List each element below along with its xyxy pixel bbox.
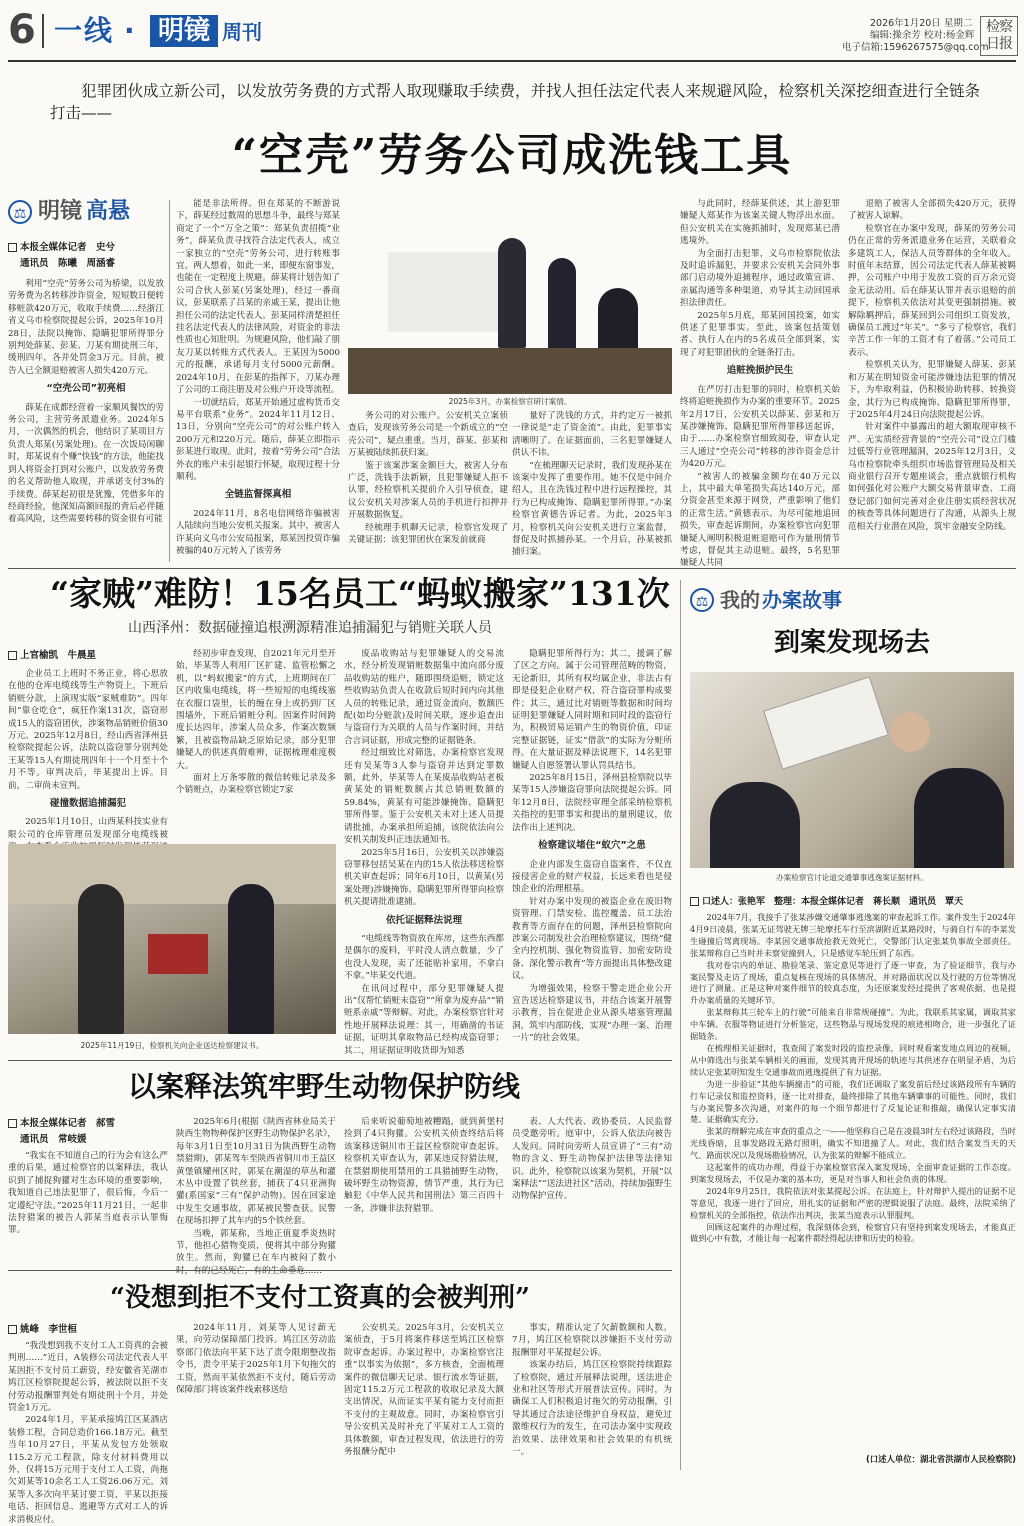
lead-paragraph: 薛某在成都经营着一家顺风餐饮的劳务公司，主营劳务派遣业务。2024年5月，一次偶然的机会，他结识了某项目方负责人郑某(另案处理)。在一次饭局闲聊时，郑某说有个赚“快钱”的方法，他能找到人将资金打到对公账户，以发放劳务费的名义帮助他人取现，并承诺支付3%的手续费。薛某起初很是犹豫，凭借多年的经商经验，他深知高额回报的背后必伴随着高风险，这些需要转移的资金很有可能 <box>8 402 164 525</box>
story5-paragraph: “我没想到我不支付工人工资真的会被判刑……”近日，A装修公司法定代表人平某因拒不支付员工薪资，经安徽省芜湖市鸠江区检察院提起公诉，被法院以拒不支付劳动报酬罪判处有期徒刑十个月，并处罚金1万元。 <box>8 1341 168 1414</box>
story5-paragraph: 公安机关。2025年3月，公安机关立案侦查，于5月将案件移送至鸠江区检察院审查起诉。办案过程中，办案检察官注重“以事实为依据”，多方核查，全面梳理案件的微信聊天记录、银行流水等证据，固定115.2万元工程款的收取记录及大额支出情况，从而证实平某有能力支付而拒不支付的主观故意。同时，办案检察官引导公安机关及时补充了平某对工人工资的具体数额，审查过程发现，依法进行的劳务报酬分配中 <box>344 1323 504 1458</box>
person-silhouette <box>78 884 124 1034</box>
lead-paragraph: 退赔了被害人全部损失420万元，获得了被害人谅解。 <box>848 199 1016 222</box>
story5-byline <box>8 1322 168 1338</box>
story4-paragraph: 表、人大代表、政协委员、人民监督员受邀旁听。庭审中，公诉人依法向被告人发问。同时向旁听人员宣讲了“三有”动物的含义、野生动物保护法律等法律知识。此外，检察院以该案为契机，开展“以案释法”“送法进社区”活动，持续加强野生动物保护宣传。 <box>512 1117 672 1202</box>
story4-paragraph: 当晚，郭某称，当地正值夏季炎热时节，他担心猎物变质，便将其中部分狗獾放生。然而，狗獾已在车内被闷了数小 <box>176 1228 336 1264</box>
scale-icon: ⚖ <box>8 200 32 224</box>
section-rule <box>8 1060 672 1061</box>
story2-column-3 <box>344 648 504 1056</box>
story3-paragraph: 这起案件的成功办理，得益于办案检察官深入案发现场、全面审查证据的工作态度。到案发现场去，不仅是办案的基本功，更是对当事人和社会负责的体现。 <box>690 1162 1016 1184</box>
masthead-date: 2026年1月20日 星期二 <box>870 18 973 29</box>
story5-column-3 <box>344 1322 504 1468</box>
story2-byline <box>8 648 168 664</box>
story2-byline-text: 上官榆凯 牛晨星 <box>20 650 97 661</box>
lead-paragraph: 检察机关认为，犯罪嫌疑人薛某、彭某和万某在明知资金可能涉嫌违法犯罪的情况下，为牟取利益，仍积极协助转移、转换资金，其行为已构成掩饰、隐瞒犯罪所得罪，于2025年4月24日向法院提起公诉。 <box>848 360 1016 420</box>
masthead-title-a: 一线 <box>54 14 115 47</box>
ruler-evidence <box>763 676 889 770</box>
story2-paragraph: 企业员工上班时不务正业，将心思放在他的仓库电缆线等生产物资上，下班后销赃分款，上演现实版“家贼难防”。四年间“靠仓吃仓”，疯狂作案131次，盗窃形成15人的盗窃团伙，涉案物品销赃价值30万元。2025年12月8日，经山西省泽州县检察院提起公诉，法院以盗窃罪分别判处王某等15人有期徒刑四年十一个月至十个月不等。审判决后，毕某提出上诉。目前，二审尚未宣判。 <box>8 669 168 791</box>
story2-photo-caption: 2025年11月19日，检察机关向企业送达检察建议书。 <box>80 1041 264 1050</box>
story2-headline: “家贼”难防！15名员工“蚂蚁搬家”131次 <box>50 574 670 613</box>
lead-paragraph: 经梳理手机聊天记录，检察官发现了关键证据：该犯罪团伙在案发前就商 <box>348 522 508 546</box>
lead-paragraph: 一切就结后，郑某开始通过虚构货币交易平台联系“业务”。2024年11月12日、13日，分别向“空壳公司”的对公账户转入200万元和220万元。随后，薛某立即指示彭某进行取现。此时，按着“劳务公司”合法外衣的账户未引起银行怀疑，取现过程十分顺利。 <box>176 397 340 482</box>
masthead-title-b: 明镜 <box>150 15 218 47</box>
masthead-email: 电子信箱:1596267575@qq.com <box>842 42 989 53</box>
masthead <box>0 0 1024 64</box>
column-label-mingjing <box>8 198 163 228</box>
story3-headline: 到案发现场去 <box>773 628 930 658</box>
column-label-b: 高悬 <box>86 199 131 224</box>
column-label-b: 办案故事 <box>762 588 842 612</box>
story4-byline-correspondent: 通讯员 常岐媛 <box>20 1134 87 1145</box>
page-number: 6 <box>8 7 36 53</box>
masthead-title-c: 周刊 <box>222 20 262 44</box>
lead-paragraph: 利用“空壳”劳务公司为桥梁，以发放劳务费为名转移涉诈资金，短短数日便转移赃款420万元，收取手续费……经浙江省义乌市检察院提起公诉，2025年10月28日，法院以掩饰、隐瞒犯罪所得罪分别判处薛某、彭某、刀某有期徒刑三年，缓刑四年，各并处罚金3万元。目前，被告人已全额退赔被害人损失420万元。 <box>8 279 164 376</box>
story2-paragraph: 经过细致比对筛选，办案检察官发现还有吴某等3人参与盗窃并达到定罪数额，此外，毕某等人在某废品收购站老板黄某处的销赃数额占其总销赃数额的59.84%，黄某有可能涉嫌掩饰、隐瞒犯罪所得罪。鉴于公安机关未对上述人员提请批捕，办案承担所追捕，该院依法向公安机关制发纠正违法通知书。 <box>344 748 504 846</box>
story4-column-1 <box>8 1150 168 1262</box>
lead-subheading: “空壳公司”初亮相 <box>46 383 126 395</box>
story3-paragraph: 为进一步验证“其他车辆撞击”的可能，我们还调取了案发前后经过该路段所有车辆的行车记录仪和监控资料，逐一比对排查，最终排除了其他车辆肇事的可能性。同时，我们与办案民警多次沟通，对案件的每一个细节都进行了反复论证和推敲，确保认定事实清楚、证据确实充分。 <box>690 1078 1016 1125</box>
story3-body <box>690 912 1016 1442</box>
story3-photo <box>690 672 1014 868</box>
column-label-case-story <box>690 584 910 618</box>
table <box>348 348 672 394</box>
person-silhouette <box>914 768 1004 868</box>
story3-byline <box>690 894 1016 910</box>
story3-footer: (口述人单位：湖北省洪湖市人民检察院) <box>865 1454 1016 1464</box>
story5-headline: “没想到拒不支付工资真的会被判刑” <box>110 1283 530 1313</box>
lead-column-3 <box>348 410 508 562</box>
lead-byline-reporter: 本报全媒体记者 史兮 <box>20 242 116 253</box>
column-label-a: 我的 <box>720 588 760 612</box>
lead-photo-caption: 2025年3月，办案检察官研讨案情。 <box>448 397 572 406</box>
lead-paragraph: 能是非法所得。但在郑某的不断游说下，薛某经过数周的思想斗争，最终与郑某商定了一个“万全之策”：郑某负责招揽“业务”，薛某负责寻找符合法定代表人，成立一家独立的“空壳”劳务公司，进行转账事宜。两人想着，如此一来，即便东窗事发，也能在一定程度上规避。薛某将计划告知了公司合伙人彭某(另案处理)，经过一番商议，彭某联系了吕某的亲戚王某，提出让他担任公司的法定代表人。彭某同样清楚担任挂名法定代表人的法律风险，对资金的非法性质也心知肚明。为规避风险，他们敲了朋友刀某以转账方式代表人。王某因为5000元的报酬，承诺每月支付5000元薪酬。2024年10月，在彭某的指挥下，刀某办理了公司的工商注册及对公账户开设等流程。 <box>176 199 340 396</box>
person-silhouette <box>548 258 576 358</box>
lead-photo <box>348 198 672 394</box>
section-rule <box>8 1270 672 1271</box>
newspaper-logo <box>980 16 1018 56</box>
lead-paragraph: 量好了洗钱的方式，并约定万一被抓一律说是“走了资金流”。由此，犯罪事实清晰明了。在证据面前，三名犯罪嫌疑人供认不讳。 <box>512 411 672 459</box>
story4-paragraph: “我实在不知道自己的行为会有这么严重的后果，通过检察官的以案释法，我认识到了捕捉狗獾对生态环境的重要影响，我知道自己违法犯罪了，很后悔，今后一定遵纪守法。”2025年11月21日，一起非法狩猎案的被告人郭某当庭表示认罪悔罪。 <box>8 1151 168 1236</box>
lead-column-6 <box>848 198 1016 562</box>
story5-column-2 <box>176 1322 336 1468</box>
lead-column-4 <box>512 410 672 562</box>
lead-subheading: 全链监督探真相 <box>224 489 292 501</box>
story3-paragraph: 在梳理相关证据时，我查阅了案发时段的监控录像，同时观看案发地点周边的视频，从中筛选出与张某车辆相关的画面，发现其离开现场的轨迹与其供述存在明显矛盾，为后续认定张某明知发生交通事故而逃逸提供了有力证据。 <box>690 1042 1016 1077</box>
story2-paragraph: 2025年5月16日，公安机关以涉嫌盗窃罪移包括吴某在内的15人依法移送检察机关审查起诉；同年6月10日，以黄某(另案处理)涉嫌掩饰、隐瞒犯罪所得罪向检察机关提请批准逮捕。 <box>344 847 504 908</box>
lead-headline: “空壳”劳务公司成洗钱工具 <box>231 130 793 181</box>
story5-paragraph: 2024年11月，刘某等人见讨薪无果，向劳动保障部门投诉。鸠江区劳动监察部门依法向平某下达了责令限期整改指令书，责令平某于2025年1月下旬拖欠的工资，然而平某依然拒不支付，随后劳动保障部门将该案件线索移送给 <box>176 1323 336 1396</box>
lead-paragraph: 检察官在办案中发现，薛某的劳务公司仍在正常的劳务派遣业务在运营，关联着众多建筑工人，保洁人员等群体的全年收入。时值年末结算，因公司法定代表人薛某被羁押，公司账户中用于发放工资的百万余元资金无法动用。后在薛某认罪并表示退赔的前提下，检察机关依法对其变更强制措施。被解除羁押后，薛某回到公司组织工资发放，确保员工渡过“年关”。“多亏了检察官，我们辛苦工作一年的工资才有了着落。”公司员工表示。 <box>848 223 1016 358</box>
story2-column-1 <box>8 668 168 838</box>
story3-paragraph: 回顾这起案件的办理过程，我深刻体会到，检察官只有坚持到案发现场去，才能真正做到心中有数，才能让每一起案件都经得起法律和历史的检验。 <box>690 1221 1016 1244</box>
story5-column-4 <box>512 1322 672 1468</box>
column-label-a: 明镜 <box>38 199 83 224</box>
story4-byline <box>8 1116 168 1148</box>
story2-paragraph: 废品收购站与犯罪嫌疑人的交易流水，经分析发现销赃数据集中流向部分废品收购站的账户，随即围绕追赃，锁定这些收购站负责人在收款后短时间内向其他人员的转账记录，通过资金流向，数额匹配(如均分赃款)及时间关联，逐步追查出与盗窃行为关联的人员与作案时间，并结合言词证据，形成完整的证据链条。 <box>344 649 504 746</box>
story4-column-2 <box>176 1116 336 1262</box>
section-rule <box>8 568 1016 569</box>
story2-paragraph: 针对办案中发现的被盗企业在废旧物资管理、门禁安检、监控覆盖、员工法治教育等方面存在的问题，泽州县检察院向涉案公司制发社会治理检察建议，围绕“健全内控机制、强化物资监管、加密安防设备、深化警示教育”等方面提出具体整改建议。 <box>512 896 672 982</box>
lead-deck: 犯罪团伙成立新公司，以发放劳务费的方式帮人取现赚取手续费，并找人担任法定代表人来规避风险，检察机关深挖细查进行全链条打击—— <box>50 82 981 122</box>
story2-photo <box>8 844 336 1034</box>
lead-paragraph: 与此同时，经薛某供述，其上游犯罪嫌疑人郑某作为该案关键人物浮出水面。但公安机关在实施抓捕时，发现郑某已潜逃境外。 <box>680 199 840 247</box>
story5-paragraph: 2024年1月，平某承接鸠江区某酒店装修工程，合同总造价166.18万元。截至当年10月27日，平某从发包方处领取115.2万元工程款，除支付材料费用以外，仅将15万元用于支付工人工资，尚拖欠刘某等10余名工人工资26.06万元。刘某等人多次向平某讨要工资，平某以拒接电话、拒回信息、逃避等方式对工人的诉求消极应付。 <box>8 1415 168 1525</box>
story2-paragraph: 2025年8月15日，泽州县检察院以毕某等15人涉嫌盗窃罪向法院提起公诉。同年12月8日，法院经审理全部采纳检察机关指控的犯罪事实和提出的量刑建议，依法作出上述判决。 <box>512 773 672 833</box>
logo-text: 检察日报 <box>986 19 1012 52</box>
wall-panel <box>8 844 336 904</box>
story4-paragraph: 后来听说葡萄地被糟蹋，就到黄堡村捡到了4只狗獾。公安机关侦查终结后将该案移送铜川市王益区检察院审查起诉。检察机关审查认为，郭某违反狩猎法规，在禁猎期使用禁用的工具猎捕野生动物，破坏野生动物资源，情节严重，其行为已触犯《中华人民共和国刑法》第三百四十一条，涉嫌非法狩猎罪。 <box>344 1117 504 1214</box>
lead-paragraph: “在梳理聊天记录时，我们发现孙某在该案中发挥了重要作用。她不仅是中间介绍人，且在洗钱过程中进行远程操控，其行为已构成掩饰、隐瞒犯罪所得罪。”办案检察官黄德告诉记者。为此，2025年3月，检察机关向公安机关进行立案监督，督促及时抓捕孙某。一个月后，孙某被抓捕归案。 <box>512 460 672 558</box>
masthead-title-dot: · <box>124 14 135 47</box>
masthead-rule <box>8 60 1016 62</box>
story2-subheading: 碰撞数据追捕漏犯 <box>49 798 126 810</box>
lead-subheading: 追赃挽损护民生 <box>726 365 794 377</box>
story2-paragraph: 经初步审查发现，自2021年元月至开始，毕某等人利用厂区扩建、监管松懈之机，以“蚂蚁搬家”的方式，上班期间在厂区内收集电缆线，将一些短短的电缆线塞在衣服口袋里，长的缠在身上或扔到厂区围墙外，下班后销赃分利。因案件时间跨度长达四年，涉案人员众多，作案次数频繁，且被盗物品缺乏原始记录，部分犯罪嫌疑人的供述真假难辨，证据梳理难度极大。 <box>176 649 336 771</box>
lead-paragraph: 务公司的对公账户。公安机关立案侦查后，发现该劳务公司是一个新成立的“空壳公司”，疑点重重。当月，薛某、彭某和万某被陆续抓获归案。 <box>348 411 508 459</box>
story3-paragraph: 张某辩称其三轮车上的行驶“可能来自非常规碰撞”。为此，我联系其家属，调取其家中车辆、衣服等物证进行分析鉴定，这些物品与现场发现的痕迹相吻合，进一步强化了证据链条。 <box>690 1007 1016 1042</box>
story4-paragraph: 2025年6月(根据《陕西省林业局关于陕西生物物种保护区野生动物保护名录》，每年3月1日至10月31日为陕西野生动物禁猎期)，郭某驾车至陕西省铜川市王益区黄堡镇耀州区时，郭某在潮湿的草丛和灌木丛中设置了铁丝套，捕获了4只亚洲狗獾(系国家“三有”保护动物)。因在回家途中发生交通事故，郭某被民警查获。民警在现场扣押了其车内的5个铁丝套。 <box>176 1117 336 1227</box>
story2-column-4 <box>512 648 672 1044</box>
scale-icon: ⚖ <box>690 588 714 612</box>
story4-headline: 以案释法筑牢野生动物保护防线 <box>128 1070 521 1103</box>
story2-subhead: 山西泽州：数据碰撞追根溯源精准追捕漏犯与销赃关联人员 <box>128 620 492 636</box>
story2-subheading: 检察建议堵住“蚁穴”之患 <box>538 840 646 852</box>
lead-column-1 <box>8 278 164 560</box>
story5-byline-text: 姚峰 李世桓 <box>20 1324 78 1335</box>
story4-column-3 <box>344 1116 504 1262</box>
story4-byline-reporter: 本报全媒体记者 郝雪 <box>20 1118 116 1129</box>
story5-paragraph: 该案办结后，鸠江区检察院持续跟踪了检察院，通过开展释法说理，送法进企业和社区等形式开展普法宣传。同时，为确保工人们积极追讨拖欠的劳动报酬，引导其通过合法途径维护自身权益，避免过激维权行为的发生，在司法办案中实现政治效果、法律效果和社会效果的有机统一。 <box>512 1360 672 1458</box>
lead-paragraph: 针对案件中暴露出的超大额取现审核不严、无实质经营背景的“空壳公司”设立门槛过低等行业管理漏洞，2025年12月3日，义乌市检察院牵头组织市场监督管理局及相关商业银行召开专题座谈会，重点就银行机构如何强化对公账户大额交易背景审查、工商登记部门如何完善对企业注册实质经营状况的核查等具体问题进行了沟通，从源头上规范相关行业潜在风险，筑牢金融安全防线。 <box>848 422 1016 532</box>
story2-paragraph: 企业内部发生盗窃自盗案件，不仅直接侵害企业的财产权益，长远来看也是侵蚀企业的治理根基。 <box>512 859 672 895</box>
lead-byline <box>8 240 163 272</box>
story2-paragraph: 隐瞒犯罪所得行为；其二，援调了解了区之方向。属于公司管理范畴的物资，无论新旧，其所有权均属企业，非法占有即是侵犯企业财产权，符合盗窃罪构成要件；其三，通过比对销赃等数据和时间均证明犯罪嫌疑人同时期和同时段的盗窃行为，积极贸易运销产生的物资价值，印证完整证据链，证实“借款”的实际为分赃所得。在大量证据及释法说理下，14名犯罪嫌疑人自愿签署认罪认罚具结书。 <box>512 649 672 771</box>
lead-paragraph: 2025年5月底，郑某回国投案，如实供述了犯罪事实。至此，该案包括策划者、执行人在内的5名成员全部到案，实现了对犯罪团伙的全链条打击。 <box>680 310 840 358</box>
lead-paragraph: “被害人的被骗金额均在40万元以上，其中最大单笔损失高达140万元，部分资金甚至来源于网贷，严重影响了他们的正常生活。”黄德表示。为尽可能地追回损失，审查起诉期间，办案检察官向犯罪嫌疑人阐明积极退赃退赔可作为量刑情节考虑，督促其主动退赃。最终，5名犯罪嫌疑人共同 <box>680 471 840 569</box>
story5-column-1 <box>8 1340 168 1525</box>
story2-paragraph: 为增强效果，检察干警走进企业公开宣告送达检察建议书，并结合该案开展警示教育，旨在促进企业从源头堵塞管理漏洞，筑牢内部防线，实现“办理一案、治理一片”的社会效果。 <box>512 983 672 1044</box>
story5-paragraph: 事实，精准认定了欠薪数额和人数。7月，鸠江区检察院以涉嫌拒不支付劳动报酬罪对平某提起公诉。 <box>512 1323 672 1358</box>
story2-paragraph: 2025年1月10日，山西某科技实业有限公司的仓库管理员发现部分电缆线被 <box>8 817 168 840</box>
document-folder <box>148 934 208 974</box>
lead-byline-correspondents: 通讯员 陈曦 周涵睿 <box>20 258 116 269</box>
story3-paragraph: 2024年9月25日，我院依法对张某提起公诉。在法庭上，针对辩护人提出的证据不足等意见，我逐一进行了回应，用扎实的证据和严密的逻辑说服了法庭。最终，法院采纳了检察机关的全部指控，依法作出判决，张某当庭表示认罪服判。 <box>690 1185 1016 1220</box>
person-silhouette <box>228 884 274 1034</box>
lead-paragraph: 在严厉打击犯罪的同时，检察机关始终将追赃挽损作为办案的重要环节。2025年2月17日，公安机关以薛某、彭某和万某涉嫌掩饰、隐瞒犯罪所得罪移送起诉，由于……办案检察官细致阅卷，审查认定三人通过“空壳公司”转移的涉诈资金总计为420万元。 <box>680 384 840 470</box>
column-divider <box>680 580 681 1470</box>
column-divider <box>169 200 170 562</box>
story3-photo-caption: 办案检察官讨论道交通肇事逃逸案证据材料。 <box>776 873 928 882</box>
story3-paragraph: 张某的辩解完成在审查的重点之一——他坚称自己是在凌晨3时左右经过该路段，当时光线昏暗，且事发路段无路灯照明，确实不知道撞了人。对此，我们结合案发当天的天气、路面状况以及现场勘验情况，认为张某的辩解不能成立。 <box>690 1126 1016 1161</box>
person-silhouette <box>710 782 800 868</box>
story2-paragraph: 面对上万条零散的微信转账记录及多个销赃点，办案检察官锁定7家 <box>176 773 336 796</box>
story3-paragraph: 2024年7月，我接手了张某涉嫌交通肇事逃逸案的审查起诉工作。案件发生于2024年4月9日凌晨，张某无证驾驶无牌三轮摩托车行至滨湖附近某路段时，与骑自行车的李某发生碰撞后驾离现场。李某因交通事故抢救无效死亡，交警部门认定张某负事故全部责任。张某辩称自己当时并未察觉撞到人，只是感觉车轮压到了东西。 <box>690 912 1016 958</box>
lead-paragraph: 鉴于该案涉案金额巨大，被害人分布广泛，洗钱手法新颖，且犯罪嫌疑人拒不认罪，经检察机关提前介入引导侦查，建议公安机关对涉案人员的手机进行扣押并开展数据恢复。 <box>348 460 508 521</box>
masthead-divider <box>42 14 44 48</box>
story4-column-4 <box>512 1116 672 1262</box>
lead-paragraph: 2024年11月，8名电信网络诈骗被害人陆续向当地公安机关报案。其中，被害人许某向义乌市公安局报案，郑某因投资诈骗被骗的40万元转入了该劳务 <box>176 508 340 556</box>
lead-column-5 <box>680 198 840 569</box>
hand <box>890 712 930 752</box>
lead-paragraph: 为全面打击犯罪，义乌市检察院依法及时追诉漏犯，并要求公安机关会同外事部门启动境外追捕程序，通过政策宣讲、亲属沟通等多种渠道，劝导其主动回国承担法律责任。 <box>680 248 840 309</box>
story3-paragraph: 我对卷宗内的单证、勘验笔录、鉴定意见等进行了逐一审查，为了验证细节，我与办案民警及走访了现场，重点复核在现场的具体情况、并对路面状况以及行驶的方位等情况进行了测量。正是这种对案件细节的较真态度，为还原案发经过提供了客观依据，也是提升办案质量的关键环节。 <box>690 959 1016 1006</box>
story3-byline-text: 口述人：张艳军 整理：本报全媒体记者 蒋长顺 通讯员 覃天 <box>702 897 964 907</box>
masthead-editors: 编辑:操余芳 校对:杨金辉 <box>870 30 975 41</box>
story2-paragraph: “电缆线等物资放在库房，这些东西都是偶尔的废料，平时没人清点数量，少了也没人发现，卖了还能贴补家用，不拿白不拿。”毕某交代道。 <box>344 933 504 982</box>
lead-column-2 <box>176 198 340 562</box>
story2-subheading: 依托证据释法说理 <box>385 914 462 926</box>
story2-paragraph: 在讯问过程中，部分犯罪嫌疑人提出“仅帮忙销赃未盗窃”“所拿为废弃品”“销赃系亲戚”等辩解。对此，办案检察官针对性地开展释法说理：其一，用确凿的书证证据，证明其拿取物品已经构成盗窃罪；其二，用证据证明收货即为知悉 <box>344 983 504 1056</box>
person-silhouette <box>498 238 526 348</box>
story2-column-2 <box>176 648 336 838</box>
